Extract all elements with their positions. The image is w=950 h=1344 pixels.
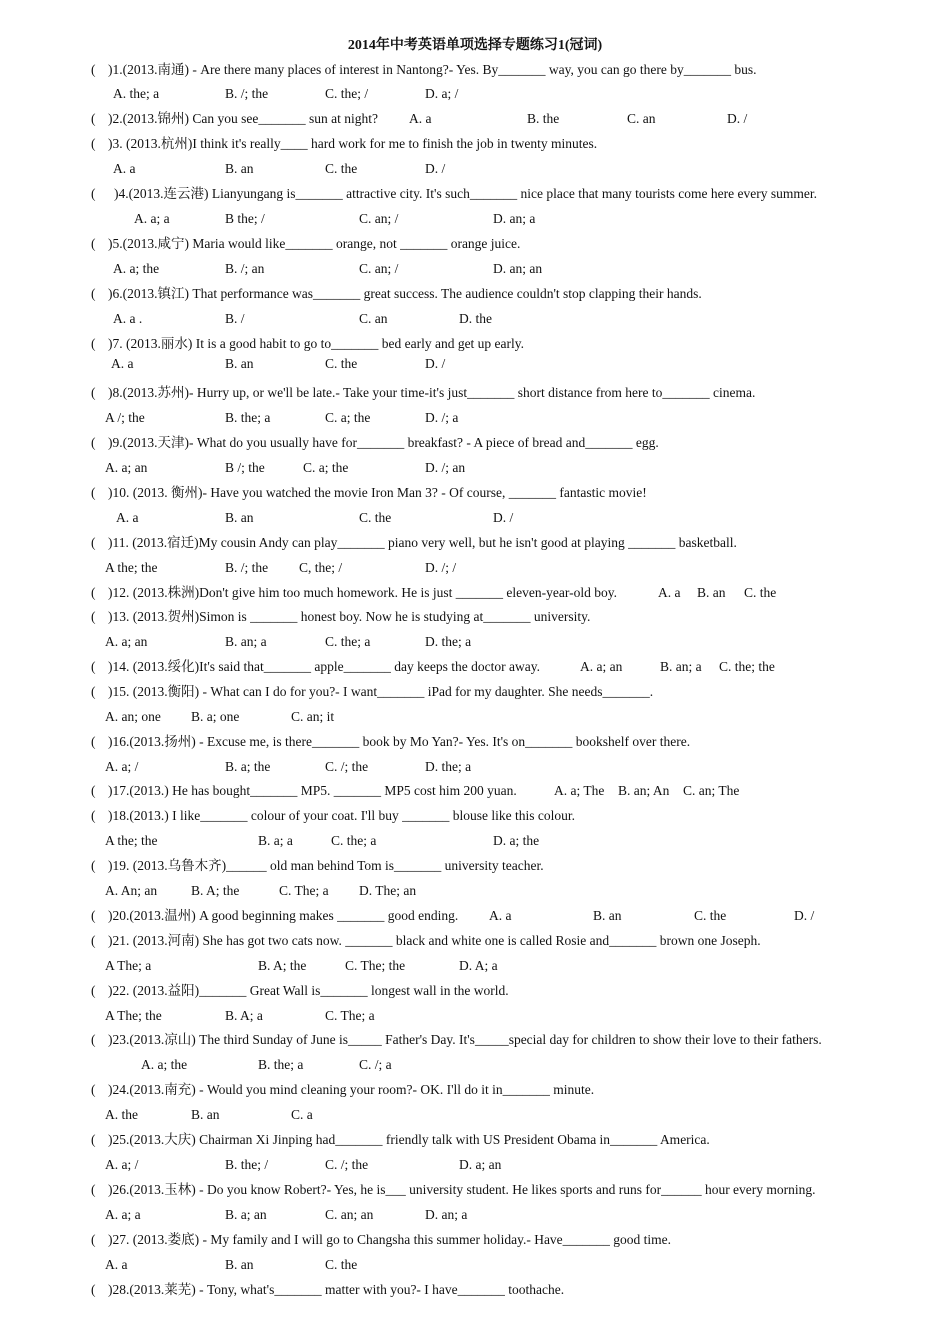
question-row — [0, 682, 950, 702]
question-row — [0, 284, 950, 304]
answer-blank-paren: ( — [91, 136, 96, 151]
option-b: B. A; the — [258, 958, 307, 973]
options-row — [0, 1105, 950, 1125]
options-row — [0, 354, 950, 374]
option-b: B. an — [191, 1107, 220, 1122]
option-c: C. the — [694, 908, 727, 923]
option-a: A the; the — [105, 560, 158, 575]
question-row — [0, 806, 950, 826]
option-b: B. the; / — [225, 1157, 269, 1172]
option-c: C. an — [359, 311, 388, 326]
option-d: D. /; an — [425, 460, 466, 475]
option-a: A. a; The — [554, 783, 605, 798]
question-row — [0, 1230, 950, 1250]
option-c: C, the; / — [299, 560, 343, 575]
options-row — [0, 956, 950, 976]
option-d: D. the; a — [425, 759, 472, 774]
answer-blank-paren: ( — [91, 609, 96, 624]
option-c: C. an; it — [291, 709, 335, 724]
options-row — [0, 309, 950, 329]
question-text: )7. (2013.丽水) It is a good habit to go to_______ bed early and get up early. — [108, 336, 525, 351]
option-a: A. a . — [113, 311, 143, 326]
question-row — [0, 781, 950, 801]
answer-blank-paren: ( — [91, 336, 96, 351]
options-row — [0, 1205, 950, 1225]
answer-blank-paren: ( — [91, 908, 96, 923]
option-b: B. the; a — [225, 410, 271, 425]
options-row — [0, 508, 950, 528]
option-d: D. /; / — [425, 560, 457, 575]
option-b: B. /; an — [225, 261, 265, 276]
option-d: D. / — [727, 111, 748, 126]
options-row — [0, 632, 950, 652]
options-row — [0, 259, 950, 279]
option-d: D. / — [794, 908, 815, 923]
question-row — [0, 1080, 950, 1100]
option-a: A. a; a — [105, 1207, 141, 1222]
option-b: B. the — [527, 111, 560, 126]
option-b: B. an; a — [660, 659, 702, 674]
option-d: D. an; a — [493, 211, 536, 226]
option-a: A the; the — [105, 833, 158, 848]
option-c: C. the; / — [325, 86, 369, 101]
option-d: D. / — [425, 161, 446, 176]
option-b: B. / — [225, 311, 245, 326]
option-a: A. a; a — [134, 211, 170, 226]
option-a: A. a; the — [141, 1057, 188, 1072]
options-row — [0, 1055, 950, 1075]
option-b: B. an — [225, 356, 254, 371]
option-a: A. a — [116, 510, 139, 525]
question-row — [0, 931, 950, 951]
option-b: B. an — [697, 585, 726, 600]
option-c: C. The; a — [279, 883, 329, 898]
answer-blank-paren: ( — [91, 1182, 96, 1197]
option-d: D. a; / — [425, 86, 459, 101]
option-b: B. a; the — [225, 759, 271, 774]
option-c: C. the — [359, 510, 392, 525]
question-row — [0, 906, 950, 926]
option-b: B /; the — [225, 460, 265, 475]
option-b: B. an — [225, 161, 254, 176]
options-row — [0, 1155, 950, 1175]
question-text: )22. (2013.益阳)_______ Great Wall is_______ longest wall in the world. — [108, 983, 509, 998]
option-a: A The; the — [105, 1008, 162, 1023]
option-b: B. an — [225, 1257, 254, 1272]
option-c: C. the; the — [719, 659, 775, 674]
option-c: C. a; the — [303, 460, 349, 475]
options-row — [0, 84, 950, 104]
option-d: D. the; a — [425, 634, 472, 649]
question-row — [0, 583, 950, 603]
option-a: A The; a — [105, 958, 152, 973]
answer-blank-paren: ( — [91, 186, 96, 201]
option-c: C. /; the — [325, 759, 369, 774]
option-a: A. a; / — [105, 759, 139, 774]
question-text: )13. (2013.贺州)Simon is _______ honest boy. Now he is studying at_______ university. — [108, 609, 591, 624]
question-text: )4.(2013.连云港) Lianyungang is_______ attractive city. It's such_______ nice place that many tourists come here every summer. — [114, 186, 818, 201]
option-d: D. an; an — [493, 261, 543, 276]
question-text: )24.(2013.南充) - Would you mind cleaning your room?- OK. I'll do it in_______ minute. — [108, 1082, 595, 1097]
option-b: B. an; An — [618, 783, 670, 798]
option-a: A. a; an — [105, 634, 148, 649]
answer-blank-paren: ( — [91, 385, 96, 400]
question-row — [0, 607, 950, 627]
question-text: )2.(2013.锦州) Can you see_______ sun at night? — [108, 111, 378, 126]
option-b: B. /; the — [225, 86, 269, 101]
question-row — [0, 732, 950, 752]
option-c: C. an; The — [683, 783, 740, 798]
options-row — [0, 831, 950, 851]
option-a: A. a — [111, 356, 134, 371]
option-b: B. an — [593, 908, 622, 923]
answer-blank-paren: ( — [91, 585, 96, 600]
option-a: A. a; the — [113, 261, 160, 276]
answer-blank-paren: ( — [91, 808, 96, 823]
option-d: D. a; the — [493, 833, 540, 848]
question-text: )15. (2013.衡阳) - What can I do for you?- I want_______ iPad for my daughter. She needs_______. — [108, 684, 654, 699]
answer-blank-paren: ( — [91, 1032, 96, 1047]
question-row — [0, 1130, 950, 1150]
question-text: )27. (2013.娄底) - My family and I will go to Changsha this summer holiday.- Have_______ good time. — [108, 1232, 672, 1247]
option-a: A. a — [658, 585, 681, 600]
answer-blank-paren: ( — [91, 286, 96, 301]
option-d: D. a; an — [459, 1157, 502, 1172]
answer-blank-paren: ( — [91, 1232, 96, 1247]
question-text: )19. (2013.乌鲁木齐)______ old man behind Tom is_______ university teacher. — [108, 858, 544, 873]
answer-blank-paren: ( — [91, 1132, 96, 1147]
option-b: B. an; a — [225, 634, 267, 649]
options-row — [0, 1006, 950, 1026]
option-a: A. An; an — [105, 883, 158, 898]
question-text: )10. (2013. 衡州)- Have you watched the movie Iron Man 3? - Of course, _______ fantastic movie! — [108, 485, 647, 500]
option-b: B. A; the — [191, 883, 240, 898]
option-a: A. a; / — [105, 1157, 139, 1172]
question-row — [0, 109, 950, 129]
option-a: A. the — [105, 1107, 138, 1122]
question-text: )25.(2013.大庆) Chairman Xi Jinping had_______ friendly talk with US President Obama in_______ America. — [108, 1132, 710, 1147]
answer-blank-paren: ( — [91, 485, 96, 500]
question-row — [0, 483, 950, 503]
answer-blank-paren: ( — [91, 111, 96, 126]
option-a: A. a — [105, 1257, 128, 1272]
answer-blank-paren: ( — [91, 435, 96, 450]
option-a: A. a — [489, 908, 512, 923]
question-text: )1.(2013.南通) - Are there many places of interest in Nantong?- Yes. By_______ way, you can go there by_______ bus. — [108, 62, 757, 77]
option-b: B. A; a — [225, 1008, 263, 1023]
question-text: )11. (2013.宿迁)My cousin Andy can play_______ piano very well, but he isn't good at playing _______ basketball. — [108, 535, 737, 550]
options-row — [0, 408, 950, 428]
question-row — [0, 657, 950, 677]
answer-blank-paren: ( — [91, 1082, 96, 1097]
question-row — [0, 334, 950, 354]
answer-blank-paren: ( — [91, 659, 96, 674]
option-b: B. a; an — [225, 1207, 267, 1222]
option-c: C. The; the — [345, 958, 406, 973]
option-a: A /; the — [105, 410, 145, 425]
answer-blank-paren: ( — [91, 783, 96, 798]
option-d: D. /; a — [425, 410, 459, 425]
option-b: B. a; one — [191, 709, 240, 724]
question-row — [0, 433, 950, 453]
question-text: )5.(2013.咸宁) Maria would like_______ orange, not _______ orange juice. — [108, 236, 521, 251]
option-c: C. an; / — [359, 261, 399, 276]
option-a: A. a; an — [580, 659, 623, 674]
question-row — [0, 60, 950, 80]
option-d: D. / — [425, 356, 446, 371]
option-c: C. the — [325, 356, 358, 371]
question-row — [0, 234, 950, 254]
options-row — [0, 159, 950, 179]
option-a: A. the; a — [113, 86, 160, 101]
question-text: )17.(2013.) He has bought_______ MP5. _______ MP5 cost him 200 yuan. — [108, 783, 517, 798]
question-row — [0, 1280, 950, 1300]
option-c: C. an — [627, 111, 656, 126]
option-c: C. /; a — [359, 1057, 392, 1072]
question-text: )9.(2013.天津)- What do you usually have for_______ breakfast? - A piece of bread and_______ egg. — [108, 435, 659, 450]
question-row — [0, 184, 950, 204]
question-text: )28.(2013.莱芜) - Tony, what's_______ matter with you?- I have_______ toothache. — [108, 1282, 565, 1297]
worksheet-title: 2014年中考英语单项选择专题练习1(冠词) — [347, 38, 603, 53]
option-c: C. the — [325, 1257, 358, 1272]
options-row — [0, 707, 950, 727]
answer-blank-paren: ( — [91, 983, 96, 998]
option-b: B. /; the — [225, 560, 269, 575]
option-d: D. A; a — [459, 958, 498, 973]
question-row — [0, 1180, 950, 1200]
option-c: C. the — [744, 585, 777, 600]
answer-blank-paren: ( — [91, 933, 96, 948]
options-row — [0, 881, 950, 901]
options-row — [0, 458, 950, 478]
answer-blank-paren: ( — [91, 858, 96, 873]
answer-blank-paren: ( — [91, 62, 96, 77]
option-d: D. / — [493, 510, 514, 525]
question-text: )3. (2013.杭州)I think it's really____ hard work for me to finish the job in twenty minutes. — [108, 136, 598, 151]
question-row — [0, 856, 950, 876]
question-text: )12. (2013.株洲)Don't give him too much homework. He is just _______ eleven-year-old boy. — [108, 585, 617, 600]
option-c: C. the — [325, 161, 358, 176]
option-b: B. the; a — [258, 1057, 304, 1072]
options-row — [0, 209, 950, 229]
question-text: )14. (2013.绥化)It's said that_______ apple_______ day keeps the doctor away. — [108, 659, 540, 674]
question-text: )8.(2013.苏州)- Hurry up, or we'll be late.- Take your time-it's just_______ short distance from here to_______ cinema. — [108, 385, 756, 400]
option-a: A. a; an — [105, 460, 148, 475]
option-c: C. /; the — [325, 1157, 369, 1172]
option-a: A. a — [409, 111, 432, 126]
option-d: D. an; a — [425, 1207, 468, 1222]
option-c: C. the; a — [331, 833, 377, 848]
option-b: B. a; a — [258, 833, 293, 848]
option-c: C. an; an — [325, 1207, 374, 1222]
question-text: )18.(2013.) I like_______ colour of your coat. I'll buy _______ blouse like this colour. — [108, 808, 575, 823]
question-text: )6.(2013.镇江) That performance was_______ great success. The audience couldn't stop clapping their hands. — [108, 286, 702, 301]
question-row — [0, 1030, 950, 1050]
answer-blank-paren: ( — [91, 1282, 96, 1297]
question-text: )21. (2013.河南) She has got two cats now. _______ black and white one is called Rosie and_______ brown one Joseph. — [108, 933, 761, 948]
answer-blank-paren: ( — [91, 684, 96, 699]
options-row — [0, 1255, 950, 1275]
options-row — [0, 757, 950, 777]
question-text: )20.(2013.温州) A good beginning makes _______ good ending. — [108, 908, 459, 923]
option-c: C. an; / — [359, 211, 399, 226]
option-a: A. an; one — [105, 709, 161, 724]
option-c: C. The; a — [325, 1008, 375, 1023]
question-text: )16.(2013.扬州) - Excuse me, is there_______ book by Mo Yan?- Yes. It's on_______ bookshelf over there. — [108, 734, 691, 749]
option-b: B. an — [225, 510, 254, 525]
options-row — [0, 558, 950, 578]
option-d: D. the — [459, 311, 492, 326]
option-d: D. The; an — [359, 883, 417, 898]
answer-blank-paren: ( — [91, 535, 96, 550]
question-row — [0, 383, 950, 403]
option-c: C. a; the — [325, 410, 371, 425]
option-c: C. the; a — [325, 634, 371, 649]
option-b: B the; / — [225, 211, 265, 226]
question-text: )26.(2013.玉林) - Do you know Robert?- Yes, he is___ university student. He likes sports and runs for______ hour every morning. — [108, 1182, 816, 1197]
answer-blank-paren: ( — [91, 236, 96, 251]
question-text: )23.(2013.凉山) The third Sunday of June is_____ Father's Day. It's_____special day for children to show their love to their fathers. — [108, 1032, 822, 1047]
option-a: A. a — [113, 161, 136, 176]
question-row — [0, 533, 950, 553]
answer-blank-paren: ( — [91, 734, 96, 749]
question-row — [0, 981, 950, 1001]
option-c: C. a — [291, 1107, 313, 1122]
question-row — [0, 134, 950, 154]
